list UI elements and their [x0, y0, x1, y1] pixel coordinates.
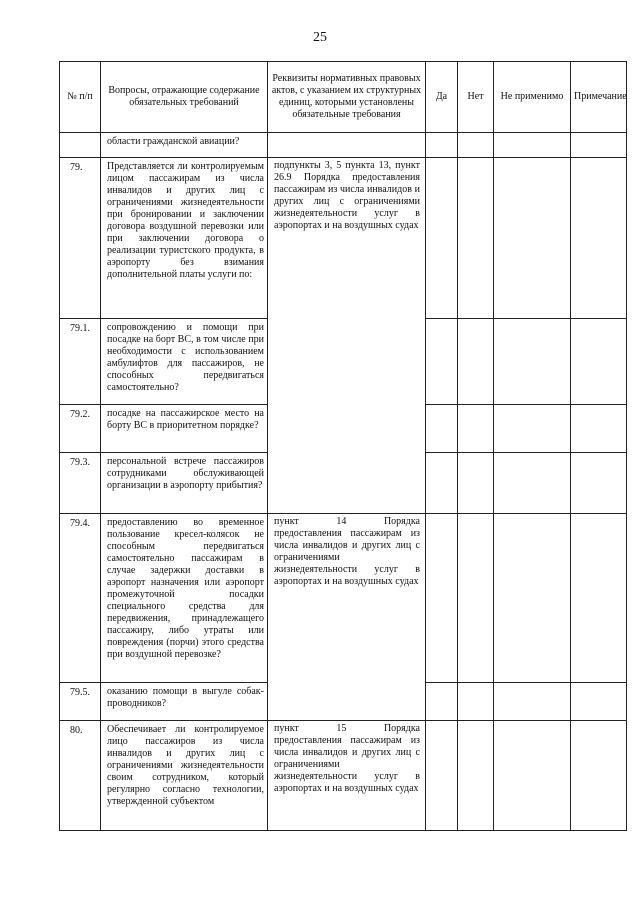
cell-yes[interactable] — [426, 405, 458, 453]
table-row — [60, 514, 627, 683]
header-yes: Да — [426, 62, 458, 133]
cell-yes[interactable] — [426, 683, 458, 721]
cell-note[interactable] — [571, 158, 627, 319]
row-question: оказанию помощи в выгуле собак-проводников? — [101, 683, 268, 721]
table-header-row — [60, 62, 627, 133]
row-requisite: подпункты 3, 5 пункта 13, пункт 26.9 Порядка предоставления пассажирам из числа инвалидов и других лиц с ограничениями жизнедеятельности услуг в аэропортах и на воздушных судах — [268, 158, 426, 514]
row-number: 79.5. — [60, 683, 101, 721]
row-question: сопровождению и помощи при посадке на борт ВС, в том числе при необходимости с использованием амбулифтов для пассажиров, не способных передвигаться самостоятельно? — [101, 319, 268, 405]
cell-note[interactable] — [571, 453, 627, 514]
cell-no[interactable] — [458, 405, 494, 453]
header-note: Примечание — [571, 62, 627, 133]
cell-no[interactable] — [458, 721, 494, 831]
row-number: 79.3. — [60, 453, 101, 514]
cell-not-applicable[interactable] — [494, 514, 571, 683]
cell-no[interactable] — [458, 133, 494, 158]
cell-note[interactable] — [571, 319, 627, 405]
cell-note[interactable] — [571, 514, 627, 683]
row-question: посадке на пассажирское место на борту ВС в приоритетном порядке? — [101, 405, 268, 453]
header-not-applicable: Не применимо — [494, 62, 571, 133]
cell-not-applicable[interactable] — [494, 133, 571, 158]
row-requisite: пункт 15 Порядка предоставления пассажирам из числа инвалидов и других лиц с ограничениями жизнедеятельности услуг в аэропортах и на воздушных судах — [268, 721, 426, 831]
cell-not-applicable[interactable] — [494, 683, 571, 721]
cell-not-applicable[interactable] — [494, 721, 571, 831]
cell-no[interactable] — [458, 453, 494, 514]
cell-not-applicable[interactable] — [494, 319, 571, 405]
cell-yes[interactable] — [426, 133, 458, 158]
cell-yes[interactable] — [426, 158, 458, 319]
header-questions: Вопросы, отражающие содержание обязательных требований — [101, 62, 268, 133]
cell-num-empty — [60, 133, 101, 158]
page-number: 25 — [313, 30, 327, 45]
row-number: 80. — [60, 721, 101, 831]
requirements-table — [59, 61, 627, 831]
cell-no[interactable] — [458, 683, 494, 721]
cell-question-continuation: области гражданской авиации? — [101, 133, 268, 158]
row-question: предоставлению во временное пользование кресел-колясок не способным передвигаться самостоятельно пассажирам в случае задержки доставки в аэропорт назначения или аэропорт промежуточной посадки специального средства для передвижения, принадлежащего пассажиру, либо утраты или повреждения (порчи) этого средства при воздушной перевозке? — [101, 514, 268, 683]
cell-not-applicable[interactable] — [494, 158, 571, 319]
table-row — [60, 721, 627, 831]
header-no: Нет — [458, 62, 494, 133]
header-num: № п/п — [60, 62, 101, 133]
table-row — [60, 158, 627, 319]
row-number: 79. — [60, 158, 101, 319]
cell-note[interactable] — [571, 133, 627, 158]
row-question: персональной встрече пассажиров сотрудниками обслуживающей организации в аэропорту прибытия? — [101, 453, 268, 514]
cell-yes[interactable] — [426, 721, 458, 831]
table-row-continuation — [60, 133, 627, 158]
cell-not-applicable[interactable] — [494, 405, 571, 453]
cell-requisite-empty — [268, 133, 426, 158]
cell-note[interactable] — [571, 683, 627, 721]
cell-no[interactable] — [458, 514, 494, 683]
row-number: 79.4. — [60, 514, 101, 683]
cell-note[interactable] — [571, 721, 627, 831]
row-question: Обеспечивает ли контролируемое лицо пассажиров из числа инвалидов и других лиц с ограничениями жизнедеятельности своим сотрудником, который регулярно согласно технологии, утвержденной субъектом — [101, 721, 268, 831]
cell-not-applicable[interactable] — [494, 453, 571, 514]
row-number: 79.2. — [60, 405, 101, 453]
row-number: 79.1. — [60, 319, 101, 405]
cell-no[interactable] — [458, 158, 494, 319]
cell-yes[interactable] — [426, 514, 458, 683]
header-requisites: Реквизиты нормативных правовых актов, с указанием их структурных единиц, которыми установлены обязательные требования — [268, 62, 426, 133]
cell-note[interactable] — [571, 405, 627, 453]
cell-yes[interactable] — [426, 453, 458, 514]
row-requisite: пункт 14 Порядка предоставления пассажирам из числа инвалидов и других лиц с ограничениями жизнедеятельности услуг в аэропортах и на воздушных судах — [268, 514, 426, 721]
row-question: Представляется ли контролируемым лицом пассажирам из числа инвалидов и других лиц с ограничениями жизнедеятельности при бронировании и заключении договора воздушной перевозки или при заключении договора о реализации туристского продукта, в аэропорту без взимания дополнительной платы услуги по: — [101, 158, 268, 319]
cell-no[interactable] — [458, 319, 494, 405]
cell-yes[interactable] — [426, 319, 458, 405]
